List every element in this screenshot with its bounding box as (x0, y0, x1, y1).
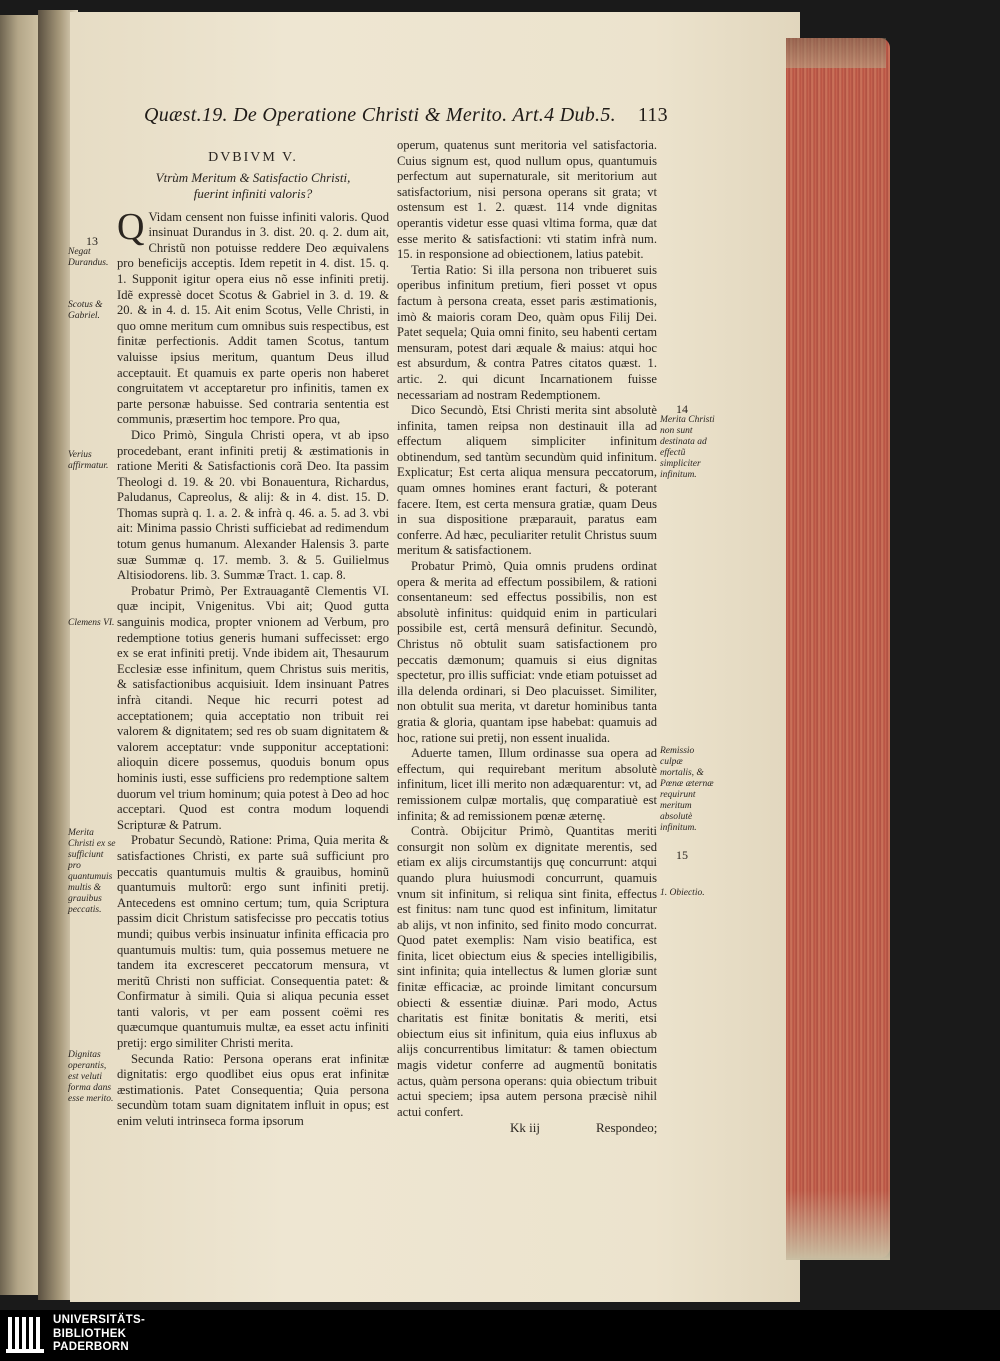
margin-note (68, 618, 118, 629)
dubium-question (117, 170, 389, 202)
margin-number: 14 (676, 402, 688, 416)
library-name-line2: BIBLIOTHEK (53, 1327, 127, 1340)
red-page-edges (786, 38, 890, 1258)
margin-number: 13 (86, 234, 98, 248)
margin-note (68, 828, 118, 916)
margin-note-text: Remissio culpæ mortalis, & Pœnæ æternæ requirunt meritum absolutè infinitum. (660, 746, 714, 833)
paragraph: operum, quatenus sunt meritoria vel satisfactoria. Cuius signum est, quod nullum opus, quantumuis perfectum aut supernaturale, sit meritorium aut satisfactorium, nisi persona operans sit grata; vt ostensum est 1. 2. quæst. 114 vnde dignitas operantis videtur esse quasi vltima forma, quæ dat esse merito & satisfactioni: vti statim infrà num. 15. in responsione ad obiectionem, latius patebit. (397, 138, 657, 262)
margin-note-text: Merita Christi ex se sufficiunt pro quantumuis multis & grauibus peccatis. (68, 828, 116, 915)
margin-note (68, 300, 118, 322)
drop-cap: Q (117, 205, 145, 248)
margin-note-text: Merita Christi non sunt destinata ad effectũ simpliciter infinitum. (660, 415, 715, 480)
running-title: Quæst.19. De Operatione Christi & Merito. Art.4 Dub.5. (144, 104, 616, 126)
margin-note (660, 746, 716, 834)
margin-note (68, 450, 118, 472)
running-header (144, 104, 668, 127)
signature-mark: Kk iij (510, 1120, 540, 1135)
paragraph: Tertia Ratio: Si illa persona non tribueret suis operibus infinitum pretium, fieri posset vt opus factum à persona creata, esset paris æstimationis, imò & maioris coram Deo, quàm opus Filij Dei. Patet sequela; Quia omni finito, seu habenti certam mensuram, potest dari æquale & maius: atqui hoc est absurdum, & contra Patres citatos quæst. 1. artic. 2. qui dicunt Incarnationem fuisse necessariam ad nostram Redemptionem. (397, 262, 657, 402)
paragraph: Probatur Secundò, Ratione: Prima, Quia merita & satisfactiones Christi, ex parte suâ sufficiunt pro peccatis quantumuis multis & grauibus, hominũ quantumuis multorũ: ergo sunt infiniti pretij. Antecedens est omnino certum; tum, quia Scriptura passim dicit Christum satisfecisse pro peccatis totius mundi; quibus verbis insinuatur infinita efficacia pro quantumuis multis: tum, quia possemus metuere ne tandem ita excresceret peccatorum mensura, vt meritũ Christi non sufficiat. Consequentia patet: & Confirmatur à simili. Quia si aliqua pecunia esset tanti valoris, vt per eam possent coëmi res quæcumque quantumuis multæ, ea esset actu infiniti pretij: ergo similiter Christi merita. (117, 833, 389, 1051)
dubium-question-line1: Vtrùm Meritum & Satisfactio Christi, (155, 169, 351, 185)
facing-page-edge (0, 15, 40, 1295)
paragraph: Contrà. Obijcitur Primò, Quantitas meriti consurgit non solùm ex dignitate merentis, sed etiam ex alijs circumstantijs quę concurrunt: atqui quando plura huiusmodi concurrunt, quamuis vnum sit infinitum, si reliqua sint finita, effectus est finitus: nam tunc quod est infinitum, limitatur ab alijs, vt non infinito, sed finito modo concurrat. Quod patet exemplis: Nam visio beatifica, est finita, licet obiectum eius & species intelligibilis, sint infinita; quia intellectus & lumen gloriæ sunt finitæ efficaciæ, ac proinde limitant concursum obiecti & essentiæ diuinæ. Pari modo, Actus charitatis est finitæ bonitatis & meriti, etsi obiectum eius sit infinitum, quia eius influxus ab alijs concurrentibus limitatur: & tamen obiectum magis videtur conferre ad augmentũ bonitatis actus, quàm persona operans: quia obiectum tribuit actui speciem; ipsa autem persona præcisè nihil actui confert. (397, 824, 657, 1119)
margin-note-text: 1. Obiectio. (660, 888, 705, 898)
paragraph-text: Vidam censent non fuisse infiniti valoris. Quod insinuat Durandus in 3. dist. 20. q. 2. dum ait, Christũ non potuisse reddere Deo æquivalens pro beneficijs acceptis. Idem repetit in 4. dist. 15. q. 1. Supponit igitur opera eius nõ esse infiniti pretij. Idẽ expressè docet Scotus & Gabriel in 3. d. 19. & 20. & in 4. d. 15. Ait enim Scotus, Velle Christi, in quo omne meritum cum omnibus suis respectibus, est finitæ perfectionis. Addit tamen Scotus, tantum valuisse ipsius meritum, quantum Deus illud acceptauit. Et quamuis ex parte operis non haberet congruitatem vt acceptaretur pro infinitis, tamen ex parte personæ habuisse. Sed contraria sententia est communis, præsertim hoc tempore. Pro qua, (117, 209, 389, 427)
catchword: Respondeo; (596, 1120, 658, 1135)
margin-note (660, 404, 716, 481)
margin-note (660, 850, 716, 861)
page-edge-fade (786, 1190, 890, 1260)
margin-note-text: Scotus & Gabriel. (68, 300, 103, 321)
library-name-line1: UNIVERSITÄTS- (53, 1314, 146, 1326)
margin-note-text: Dignitas operantis, est veluti forma dans esse merito. (68, 1050, 114, 1104)
page-edge-shadow (786, 38, 886, 68)
page-number: 113 (637, 104, 668, 126)
right-text-column (397, 138, 657, 1120)
margin-note (68, 1050, 118, 1105)
library-logo-bar (0, 1310, 1000, 1361)
paragraph (117, 205, 389, 428)
margin-note (660, 888, 716, 899)
paragraph: Aduerte tamen, Illum ordinasse sua opera ad effectum, qui requirebant meritum absolutè infinitum, licet illi merito non adæquarentur: vt, ad remissionem culpæ mortalis, quę comparatiuè est infinita; & ad remissionem pœnæ æternę. (397, 746, 657, 823)
margin-note-text: Verius affirmatur. (68, 450, 109, 471)
paragraph: Probatur Primò, Quia omnis prudens ordinat opera & merita ad effectum possibilem, & rationi consentaneum: sed effectus possibilis, non est absolutè infinitus: quidquid enim in particulari possibile est, certâ mensurâ definitur. Secundò, Christus nõ obtulit suam satisfactionem pro peccatis dæmonum; quamuis si eius dignitas spectetur, pro illis sufficiat: vnde etiam potuisset ad illa delenda ordinari, si Deo placuisset. Similiter, non obtulit sua merita, vt daretur hominibus tanta gratia & gloria, quantam ipse habebat: quamuis ad hoc, ratione sui pretij, non essent inualida. (397, 559, 657, 745)
margin-note-text: Negat Durandus. (68, 247, 109, 268)
left-text-column (117, 146, 389, 1130)
library-logo-icon (6, 1313, 48, 1355)
paragraph: Secunda Ratio: Persona operans erat infinitæ dignitatis: ergo quodlibet eius opus erat infinitæ æstimationis. Patet Consequentia; Quia persona secundùm totam suam dignitatem influit in opus; est enim veluti intrinseca forma ipsorum (117, 1051, 389, 1129)
library-name-line3: PADERBORN (53, 1341, 129, 1353)
paragraph: Dico Primò, Singula Christi opera, vt ab ipso procedebant, erant infiniti pretij & æstimationis in ratione Meriti & Satisfactionis corã Deo. Ita passim Theologi d. 19. & 20. vbi Bonauentura, Richardus, Paludanus, Capreolus, & alij: & in 4. dist. 15. D. Thomas suprà q. 1. a. 2. & infrà q. 46. a. 5. ad 3. vbi ait: Minima passio Christi sufficiebat ad redimendum totum genus humanum. Alexander Halensis 3. parte suæ Summæ q. 17. memb. 3. & 5. Guilielmus Altisiodorens. lib. 3. Summæ Tract. 1. cap. 8. (117, 427, 389, 583)
margin-number: 15 (676, 848, 688, 862)
dubium-question-line2: fuerint infiniti valoris? (193, 185, 313, 201)
margin-note-text: Clemens VI. (68, 618, 115, 628)
dubium-heading: DVBIVM V. (208, 150, 298, 165)
margin-note (68, 236, 118, 269)
paragraph: Probatur Primò, Per Extrauagantẽ Clementis VI. quæ incipit, Vnigenitus. Vbi ait; Quod gutta sanguinis modica, propter vnionem ad Verbum, pro redemptione totius generis humani suffecisset: ergo ex se erat infiniti pretij. Vnde ibidem ait, Thesaurum Ecclesiæ esse infinitum, quem Christus suis meritis, & satisfactionibus acquisiuit. Idem insinuant Patres infrà citandi. Neque hic recurri potest ad acceptationem; quia acceptatio non tribuit rei valorem & dignitatem; sed res ob suam dignitatem & valorem acceptatur: vnde supponitur acceptationi: alioquin dicere possemus, quoduis bonum opus hominis iusti, esse sufficiens pro redemptione saltem duorum vel trium hominum; quia potest à Deo ad hoc acceptari. Quod est contra modum loquendi Scripturæ & Patrum. (117, 583, 389, 832)
paragraph: Dico Secundò, Etsi Christi merita sint absolutè infinita, tamen reipsa non destinauit illa ad effectum aliquem simpliciter infinitum obtinendum, sed tantùm secundùm quid infinitum. Explicatur; Est certa aliqua mensura peccatorum, quam omnes homines erant facturi, & poterant facere. Item, est certa mensura gratiæ, quam Deus in sua dispositione præparauit, paratus eam conferre. Ad hæc, peculiariter retulit Christus suum meritum & satisfactionem. (397, 403, 657, 558)
library-name (53, 1314, 145, 1355)
